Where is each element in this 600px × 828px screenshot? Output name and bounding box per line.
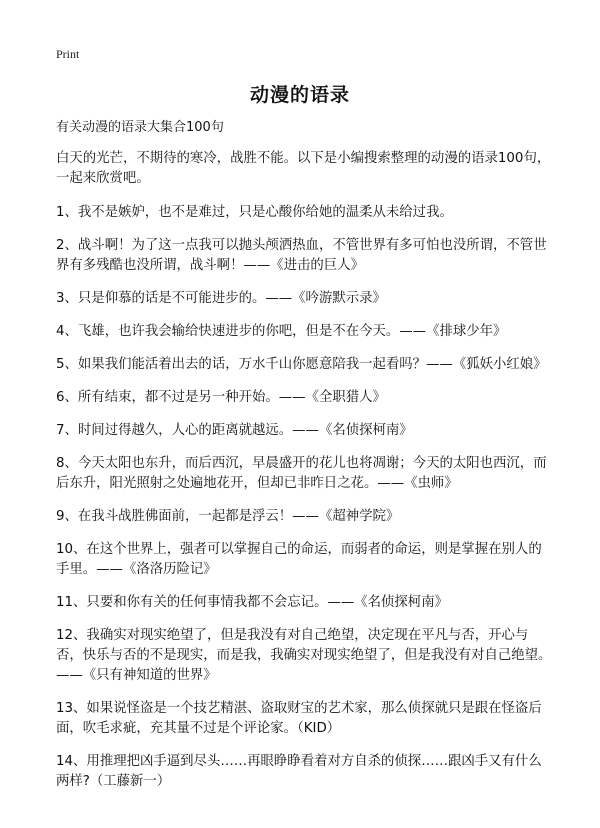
print-link[interactable]: Print: [56, 47, 80, 61]
quote-item: 12、我确实对现实绝望了，但是我没有对自己绝望，决定现在平凡与否，开心与否，快乐与否的不是现实，而是我，我确实对现实绝望了，但是我没有对自己绝望。——《只有神知道的世界》: [56, 628, 552, 683]
quote-item: 8、今天太阳也东升，而后西沉，早晨盛开的花儿也将凋谢；今天的太阳也西沉，而后东升，阳光照射之处遍地花开，但却已非昨日之花。——《虫师》: [56, 456, 547, 491]
quote-item: 11、只要和你有关的任何事情我都不会忘记。——《名侦探柯南》: [56, 595, 448, 610]
page-title: 动漫的语录: [249, 84, 350, 106]
quote-item: 10、在这个世界上，强者可以掌握自己的命运，而弱者的命运，则是掌握在别人的手里。——《洛洛历险记》: [56, 542, 542, 577]
quote-item: 5、如果我们能活着出去的话，万水千山你愿意陪我一起看吗？——《狐妖小红娘》: [56, 357, 547, 372]
quote-item: 7、时间过得越久，人心的距离就越远。——《名侦探柯南》: [56, 423, 413, 438]
article-intro: 白天的光芒，不期待的寒冷，战胜不能。以下是小编搜索整理的动漫的语录100句，一起来欣赏吧。: [56, 151, 551, 186]
quote-item: 13、如果说怪盗是一个技艺精湛、盗取财宝的艺术家，那么侦探就只是跟在怪盗后面，吹毛求疵，充其量不过是个评论家。（KID）: [56, 701, 542, 736]
article-subtitle: 有关动漫的语录大集合100句: [56, 120, 224, 135]
quote-item: 6、所有结束，都不过是另一种开始。——《全职猎人》: [56, 390, 386, 405]
quote-item: 3、只是仰慕的话是不可能进步的。——《吟游默示录》: [56, 291, 386, 306]
quote-item: 1、我不是嫉妒，也不是难过，只是心酸你给她的温柔从未给过我。: [56, 205, 453, 220]
quote-item: 14、用推理把凶手逼到尽头……再眼睁睁看着对方自杀的侦探……跟凶手又有什么两样?（工藤新一）: [56, 754, 542, 789]
quote-item: 4、飞雄，也许我会输给快速进步的你吧，但是不在今天。——《排球少年》: [56, 324, 507, 339]
quote-item: 9、在我斗战胜佛面前，一起都是浮云！——《超神学院》: [56, 509, 400, 524]
article-body: [56, 118, 552, 805]
quote-item: 2、战斗啊！为了这一点我可以抛头颅洒热血，不管世界有多可怕也没所谓，不管世界有多残酷也没所谓，战斗啊！——《进击的巨人》: [56, 238, 547, 273]
